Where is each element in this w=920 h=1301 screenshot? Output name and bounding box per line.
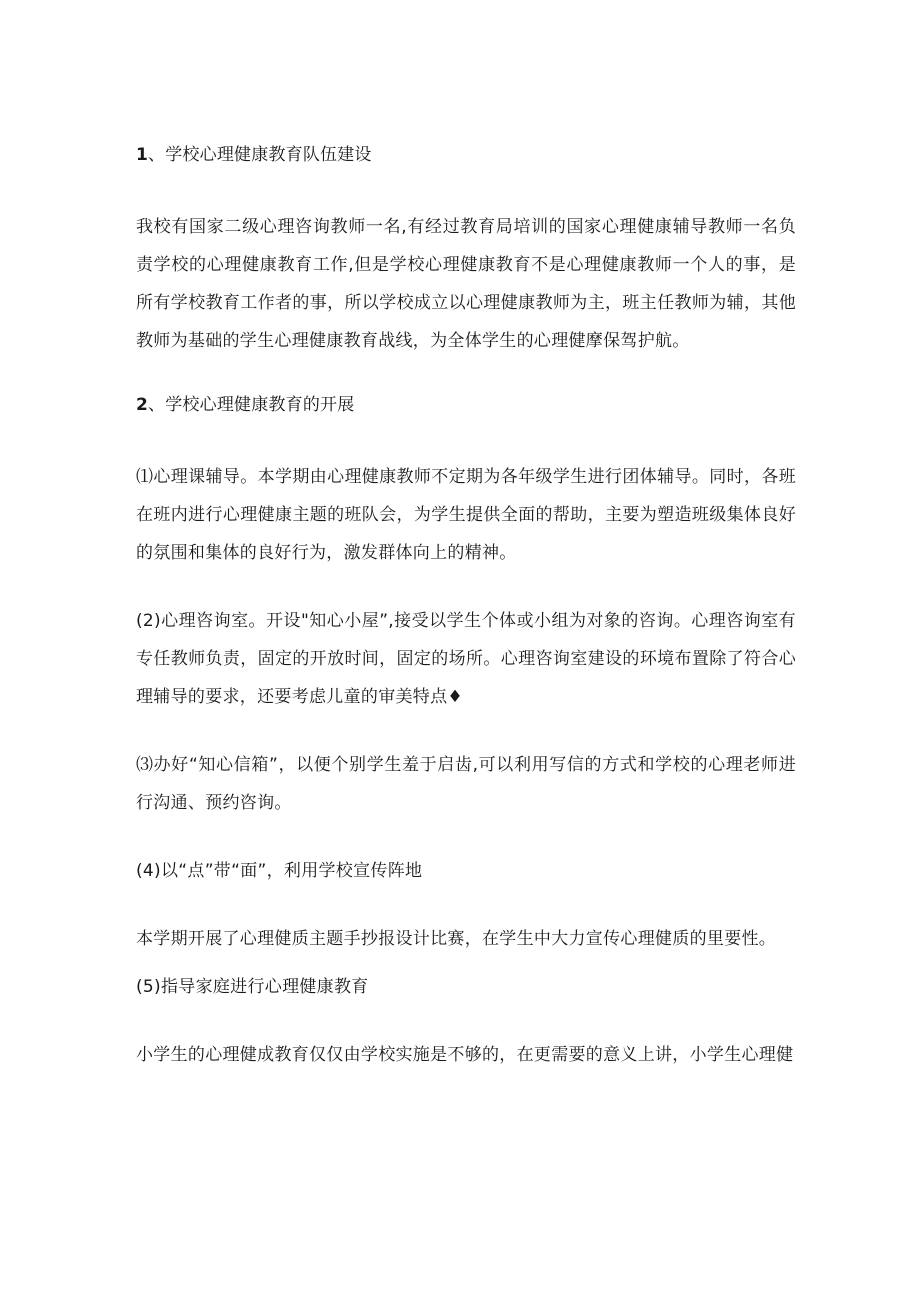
item-5-paragraph: 小学生的心理健成教育仅仅由学校实施是不够的，在更需要的意义上讲，小学生心理健 [136,1045,794,1065]
item-5-heading: (5)指导家庭进行心理健康教育 [136,977,369,997]
item-4-heading: (4)以“点”带“面”，利用学校宣传阵地 [136,861,423,881]
section-1-number: 1 [136,145,149,165]
item-4-paragraph: 本学期开展了心理健质主题手抄报设计比赛，在学生中大力宣传心理健质的里要性。 [136,929,777,949]
section-1-title: 、学校心理健康教育队伍建设 [148,145,372,165]
item-1-paragraph: ⑴心理课辅导。本学期由心理健康教师不定期为各年级学生进行团体辅导。同时，各班在班内进行心理健康主题的班队会，为学生提供全面的帮助，主要为塑造班级集体良好的氛围和集体的良好行为，激发群体向上的精神。 [136,467,796,563]
section-2-heading [136,390,796,420]
document-body [136,140,796,1074]
section-2-title: 、学校心理健康教育的开展 [148,395,355,415]
section-1-paragraph: 我校有国家二级心理咨询教师一名,有经过教育局培训的国家心理健康辅导教师一名负责学校的心理健康教育工作,但是学校心理健康教育不是心理健康教师一个人的事，是所有学校教育工作者的事，所以学校成立以心理健康教师为主，班主任教师为辅，其他教师为基础的学生心理健康教育战线，为全体学生的心理健摩保驾护航。 [136,217,796,351]
item-2-paragraph: (2)心理咨询室。开设"知心小屋”,接受以学生个体或小组为对象的咨询。心理咨询室有专任教师负责，固定的开放时间，固定的场所。心理咨询室建设的环境布置除了符合心理辅导的要求，还要考虑儿童的审美特点♦ [136,611,796,707]
section-1-heading [136,140,796,170]
item-3-paragraph: ⑶办好“知心信箱”，以便个别学生羞于启齿,可以利用写信的方式和学校的心理老师进行沟通、预约咨询。 [136,755,796,813]
section-2-number: 2 [136,395,149,415]
